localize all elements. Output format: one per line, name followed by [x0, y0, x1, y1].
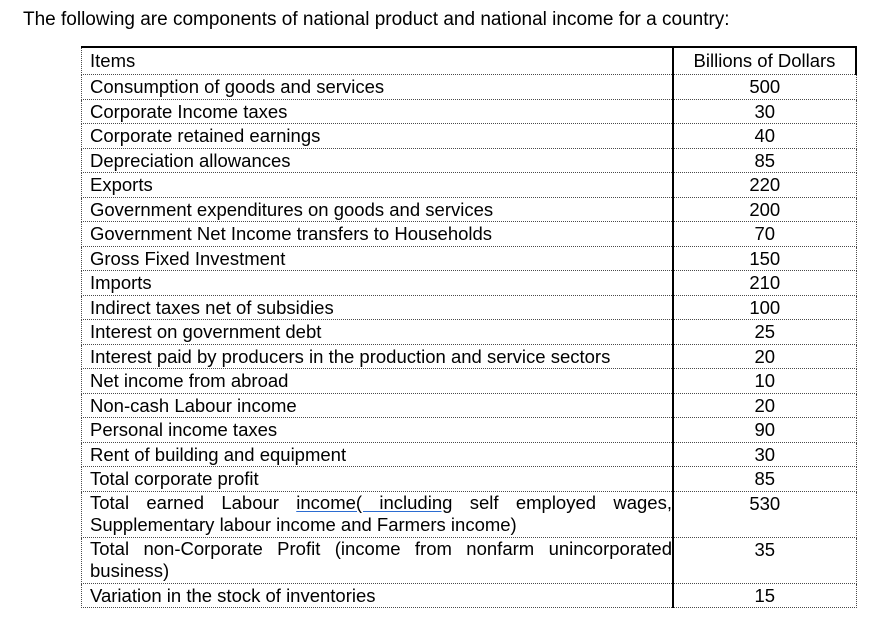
row-item: Interest on government debt: [82, 320, 674, 345]
table-row: [82, 491, 857, 537]
row-value: 530: [673, 491, 856, 537]
row-value: 70: [673, 222, 856, 247]
row-value: 200: [673, 197, 856, 222]
row-item: Rent of building and equipment: [82, 442, 674, 467]
row-item: Imports: [82, 271, 674, 296]
row-item: Government expenditures on goods and services: [82, 197, 674, 222]
row-item: Depreciation allowances: [82, 148, 674, 173]
table-row: [82, 148, 857, 173]
table-row: [82, 246, 857, 271]
row-item: Government Net Income transfers to Households: [82, 222, 674, 247]
row-item: Variation in the stock of inventories: [82, 583, 674, 608]
row-value: 30: [673, 442, 856, 467]
table-header-row: [82, 47, 857, 75]
table-row: [82, 271, 857, 296]
table-row: [82, 75, 857, 100]
row-value: 25: [673, 320, 856, 345]
row-value: 220: [673, 173, 856, 198]
table-row: [82, 393, 857, 418]
row-value: 30: [673, 99, 856, 124]
row-value: 15: [673, 583, 856, 608]
row-item: Consumption of goods and services: [82, 75, 674, 100]
row-item: Corporate retained earnings: [82, 124, 674, 149]
table-row: [82, 222, 857, 247]
table-row: [82, 442, 857, 467]
row-value: 20: [673, 344, 856, 369]
intro-text: The following are components of national product and national income for a country:: [23, 9, 730, 30]
row-item: Corporate Income taxes: [82, 99, 674, 124]
row-value: 90: [673, 418, 856, 443]
row-item: Non-cash Labour income: [82, 393, 674, 418]
table-row: [82, 369, 857, 394]
row-value: 100: [673, 295, 856, 320]
row-value: 500: [673, 75, 856, 100]
row-item-text-start: Total earned Labour: [90, 491, 297, 513]
value-column-header: Billions of Dollars: [673, 47, 856, 75]
table-row: [82, 173, 857, 198]
row-item: Indirect taxes net of subsidies: [82, 295, 674, 320]
table-row: [82, 418, 857, 443]
table-row: [82, 467, 857, 492]
row-value: 20: [673, 393, 856, 418]
row-item: Interest paid by producers in the production and service sectors: [82, 344, 674, 369]
table-row: [82, 124, 857, 149]
row-value: 35: [673, 537, 856, 583]
row-value: 150: [673, 246, 856, 271]
table-row: [82, 295, 857, 320]
row-item: Exports: [82, 173, 674, 198]
table-row: [82, 583, 857, 608]
row-value: 40: [673, 124, 856, 149]
row-value: 85: [673, 467, 856, 492]
row-value: 10: [673, 369, 856, 394]
row-item: Total non-Corporate Profit (income from nonfarm unincorporated business): [82, 537, 674, 583]
row-item: [82, 491, 674, 537]
row-item: Personal income taxes: [82, 418, 674, 443]
table-row: [82, 99, 857, 124]
row-item: Net income from abroad: [82, 369, 674, 394]
items-column-header: Items: [82, 47, 674, 75]
row-value: 85: [673, 148, 856, 173]
row-item: Total corporate profit: [82, 467, 674, 492]
table-row: [82, 344, 857, 369]
row-item: Gross Fixed Investment: [82, 246, 674, 271]
row-value: 210: [673, 271, 856, 296]
row-item-text-end: self employed wages, Supplementary labour income and Farmers income): [90, 491, 672, 535]
spellcheck-marked-text: income( including: [296, 491, 453, 513]
table-row: [82, 537, 857, 583]
table-row: [82, 197, 857, 222]
components-table: [81, 46, 857, 608]
table-row: [82, 320, 857, 345]
